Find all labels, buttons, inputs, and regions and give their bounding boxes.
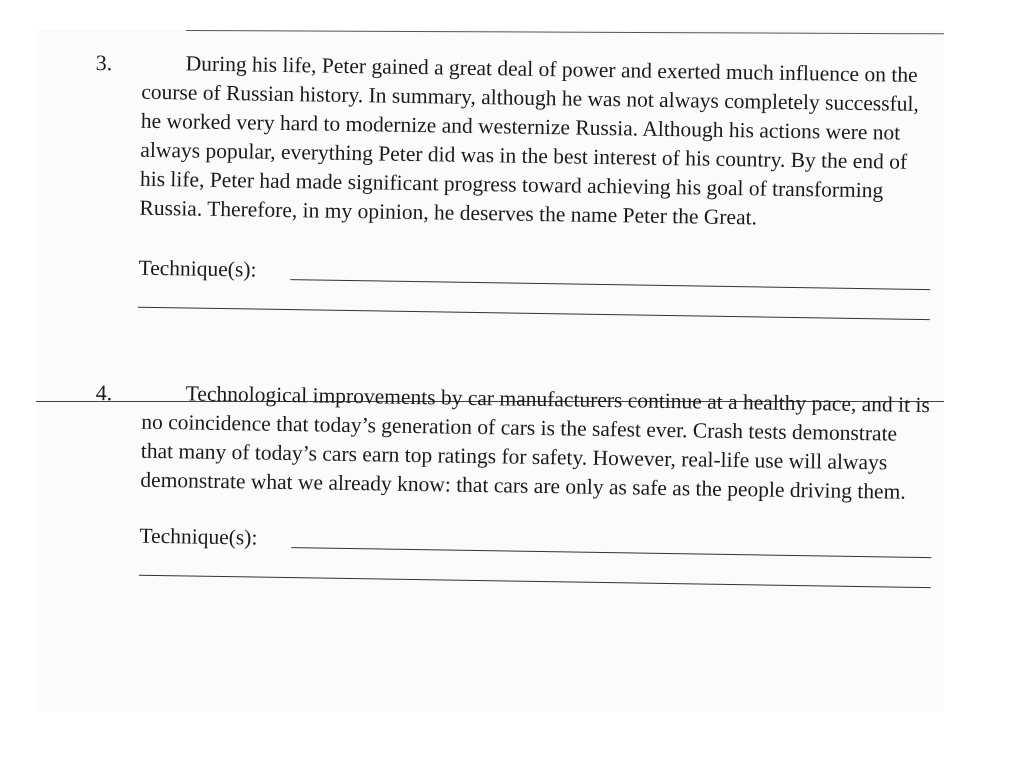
question-number: 4.: [95, 379, 113, 406]
technique-answer-row: [138, 253, 932, 295]
question-number: 3.: [95, 49, 113, 76]
technique-answer-line[interactable]: [291, 547, 931, 558]
technique-label: Technique(s):: [138, 255, 257, 282]
question-3: [92, 48, 936, 320]
answer-blank-line[interactable]: [139, 575, 931, 588]
question-passage: Technological improvements by car manufacturers continue at a healthy pace, and it is no coincidence that today’s generation of cars is the safest ever. Crash tests demonstrate that many of today’s cars earn top ratings for safety. However, real-life use will always demonstrate what we already know: that cars are only as safe as the people driving them.: [140, 381, 931, 504]
technique-answer-line[interactable]: [290, 279, 930, 290]
technique-answer-row: [139, 521, 933, 563]
top-divider: [186, 30, 944, 34]
worksheet-page: [36, 30, 944, 712]
question-4: [93, 378, 936, 588]
question-passage: During his life, Peter gained a great deal of power and exerted much influence on the course of Russian history. In summary, although he was not always completely successful, he worked very hard to modernize and westernize Russia. Although his actions were not always popular, everything Peter did was in the best interest of his country. By the end of his life, Peter had made significant progress toward achieving his goal of transforming Russia. Therefore, in my opinion, he deserves the name Peter the Great.: [139, 51, 920, 230]
technique-label: Technique(s):: [139, 523, 258, 550]
answer-blank-line[interactable]: [138, 307, 930, 320]
